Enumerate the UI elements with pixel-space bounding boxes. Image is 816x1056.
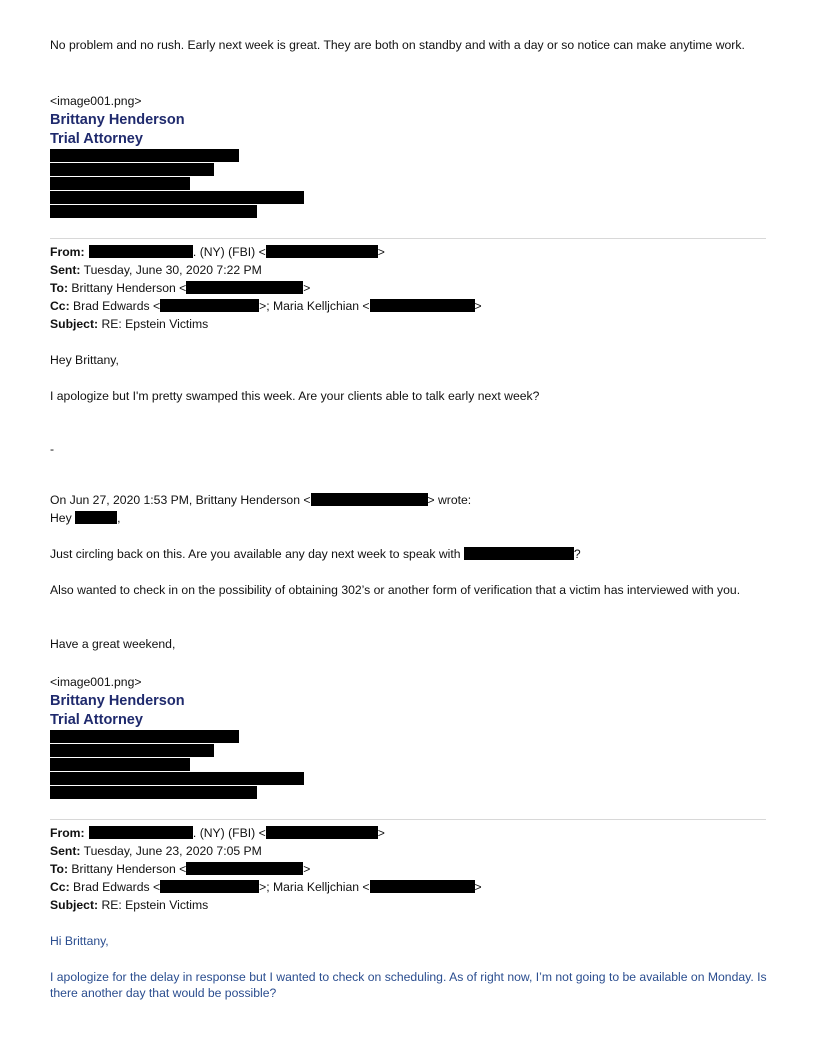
message-body: I apologize but I'm pretty swamped this week. Are your clients able to talk early next week? [50, 389, 540, 403]
redaction-bar [89, 826, 193, 839]
header-from [50, 244, 385, 260]
cc-value: Brad Edwards < [69, 299, 161, 313]
cc-value-2: >; Maria Kelljchian < [259, 299, 370, 313]
from-end: > [377, 245, 385, 259]
message-greeting [50, 510, 120, 526]
redaction-bar [50, 177, 190, 190]
to-label: To: [50, 281, 69, 295]
redaction-bar [266, 245, 378, 258]
subject-value: RE: Epstein Victims [98, 317, 209, 331]
signature-name: Brittany Henderson [50, 112, 185, 128]
redaction-bar [50, 744, 214, 757]
header-from [50, 825, 385, 841]
to-value: Brittany Henderson < [68, 281, 187, 295]
cc-end: > [474, 880, 482, 894]
header-cc [50, 879, 482, 895]
quote-header [50, 492, 471, 508]
cc-value: Brad Edwards < [69, 880, 161, 894]
attachment-placeholder: <image001.png> [50, 94, 142, 108]
greeting-end: , [117, 511, 121, 525]
header-cc [50, 298, 482, 314]
redaction-bar [160, 299, 259, 312]
divider [50, 819, 766, 820]
to-end: > [303, 862, 311, 876]
quote-text-end: > wrote: [427, 493, 472, 507]
to-end: > [303, 281, 311, 295]
greeting-text: Hey [50, 511, 76, 525]
signature-title: Trial Attorney [50, 131, 143, 147]
header-sent [50, 262, 262, 278]
body-text-end: ? [573, 547, 581, 561]
from-label: From: [50, 245, 85, 259]
redaction-bar [50, 205, 257, 218]
message-closing: Have a great weekend, [50, 637, 176, 651]
redaction-bar [50, 758, 190, 771]
divider [50, 238, 766, 239]
message-body: No problem and no rush. Early next week is great. They are both on standby and with a day or so notice can make anytime work. [50, 38, 745, 52]
redaction-bar [50, 149, 239, 162]
redaction-bar [50, 191, 304, 204]
sent-label: Sent: [50, 844, 81, 858]
message-greeting: Hey Brittany, [50, 353, 119, 367]
to-label: To: [50, 862, 69, 876]
message-body: Also wanted to check in on the possibility of obtaining 302’s or another form of verification that a victim has interviewed with you. [50, 583, 741, 597]
cc-value-2: >; Maria Kelljchian < [259, 880, 370, 894]
redaction-bar [50, 730, 239, 743]
message-body [50, 546, 581, 562]
subject-value: RE: Epstein Victims [98, 898, 209, 912]
redaction-bar [50, 772, 304, 785]
sent-label: Sent: [50, 263, 81, 277]
redaction-bar [75, 511, 117, 524]
redaction-bar [370, 299, 475, 312]
from-label: From: [50, 826, 85, 840]
message-body: I apologize for the delay in response but I wanted to check on scheduling. As of right now, I’m not going to be available on Monday. Is there another day that would be possible? [50, 970, 767, 1000]
signature-name: Brittany Henderson [50, 693, 185, 709]
sent-value: Tuesday, June 30, 2020 7:22 PM [80, 263, 262, 277]
attachment-placeholder: <image001.png> [50, 675, 142, 689]
sent-value: Tuesday, June 23, 2020 7:05 PM [80, 844, 262, 858]
redaction-bar [370, 880, 475, 893]
redaction-bar [464, 547, 574, 560]
redaction-bar [160, 880, 259, 893]
cc-label: Cc: [50, 880, 70, 894]
header-sent [50, 843, 262, 859]
header-subject [50, 316, 208, 332]
redaction-bar [266, 826, 378, 839]
message-greeting: Hi Brittany, [50, 934, 109, 948]
signature-title: Trial Attorney [50, 712, 143, 728]
from-end: > [377, 826, 385, 840]
from-value: . (NY) (FBI) < [192, 245, 266, 259]
cc-label: Cc: [50, 299, 70, 313]
header-to [50, 861, 310, 877]
header-subject [50, 897, 208, 913]
cc-end: > [474, 299, 482, 313]
redaction-bar [186, 862, 303, 875]
redaction-bar [89, 245, 193, 258]
quote-text: On Jun 27, 2020 1:53 PM, Brittany Henderson < [50, 493, 311, 507]
redaction-bar [311, 493, 428, 506]
redaction-bar [50, 786, 257, 799]
to-value: Brittany Henderson < [68, 862, 187, 876]
redaction-bar [186, 281, 303, 294]
subject-label: Subject: [50, 317, 99, 331]
subject-label: Subject: [50, 898, 99, 912]
redaction-bar [50, 163, 214, 176]
dash-separator: - [50, 442, 55, 456]
from-value: . (NY) (FBI) < [192, 826, 266, 840]
body-text: Just circling back on this. Are you available any day next week to speak with [50, 547, 464, 561]
header-to [50, 280, 310, 296]
